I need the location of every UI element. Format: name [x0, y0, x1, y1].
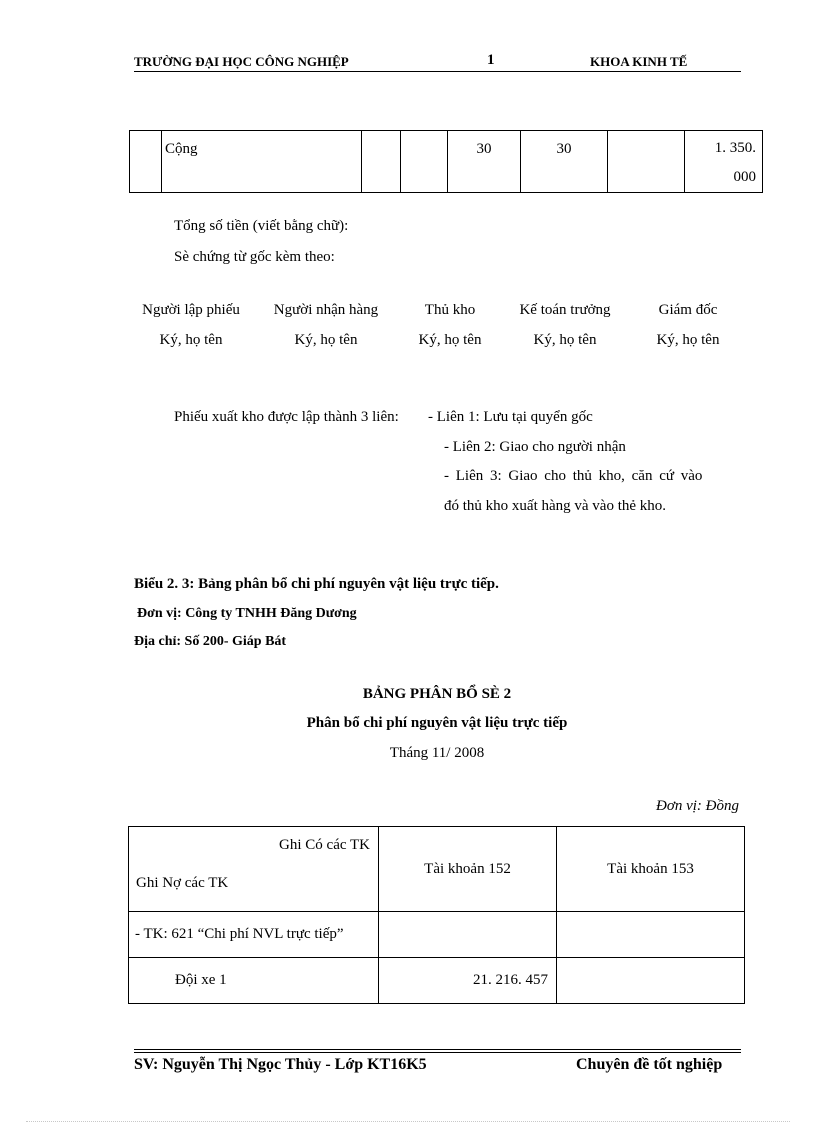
- signature-role: Người lập phiếu: [142, 302, 240, 318]
- signature-role: Giám đốc: [658, 302, 718, 318]
- signature-sign: Ký, họ tên: [294, 332, 358, 348]
- allocation-month: Tháng 11/ 2008: [389, 745, 485, 761]
- section-caption: Biểu 2. 3: Bảng phân bổ chi phí nguyên vật liệu trực tiếp.: [134, 576, 499, 592]
- table-row: [129, 958, 745, 1004]
- header-school: TRƯỜNG ĐẠI HỌC CÔNG NGHIỆP: [134, 54, 349, 69]
- company-address: Địa chỉ: Số 200- Giáp Bát: [134, 634, 287, 649]
- header-credit: Ghi Có các TK: [279, 837, 370, 853]
- signature-role: Người nhận hàng: [273, 302, 379, 318]
- table-cell: [557, 912, 745, 958]
- signature-sign: Ký, họ tên: [656, 332, 720, 348]
- header-account-153: Tài khoản 153: [557, 827, 745, 912]
- table-cell: [608, 131, 685, 193]
- copies-intro: Phiếu xuất kho được lập thành 3 liên:: [174, 409, 399, 425]
- allocation-title: BẢNG PHÂN BỔ SÈ 2: [362, 686, 512, 702]
- footer-rule: [134, 1049, 741, 1050]
- table-cell: [401, 131, 448, 193]
- qty-issued: 30: [521, 131, 608, 193]
- signature-sign: Ký, họ tên: [418, 332, 482, 348]
- currency-unit: Đơn vị: Đồng: [656, 798, 739, 814]
- footer-rule: [134, 1052, 741, 1053]
- table-cell: [362, 131, 401, 193]
- qty-requested: 30: [448, 131, 521, 193]
- total-amount-line1: 1. 350.: [714, 140, 756, 156]
- header-account-152: Tài khoản 152: [379, 827, 557, 912]
- footer-topic: Chuyên đề tốt nghiệp: [576, 1056, 723, 1073]
- row-label: - TK: 621 “Chi phí NVL trực tiếp”: [129, 912, 379, 958]
- company-unit: Đơn vị: Công ty TNHH Đăng Dương: [137, 606, 357, 621]
- page-number: 1: [487, 52, 495, 68]
- copy-2: - Liên 2: Giao cho người nhận: [444, 439, 626, 455]
- copy-3: - Liên 3: Giao cho thủ kho, căn cứ vào: [444, 468, 703, 484]
- signature-role: Thủ kho: [424, 302, 476, 318]
- total-label: Cộng: [162, 131, 362, 193]
- signature-sign: Ký, họ tên: [533, 332, 597, 348]
- allocation-subtitle: Phân bổ chi phí nguyên vật liệu trực tiếp: [306, 715, 568, 731]
- footer-student: SV: Nguyễn Thị Ngọc Thủy - Lớp KT16K5: [134, 1056, 427, 1073]
- row-label: Đội xe 1: [129, 958, 379, 1004]
- header-corner-cell: [129, 827, 379, 912]
- table-cell: [557, 958, 745, 1004]
- table-row: [130, 131, 763, 193]
- row-value-152: 21. 216. 457: [379, 958, 557, 1004]
- total-amount: [685, 131, 763, 193]
- header-debit: Ghi Nợ các TK: [136, 875, 229, 891]
- table-header-row: [129, 827, 745, 912]
- total-amount-line2: 000: [733, 169, 756, 185]
- copy-3-continued: đó thủ kho xuất hàng và vào thẻ kho.: [444, 498, 667, 514]
- allocation-table: [128, 826, 745, 1004]
- receipt-total-table: [129, 130, 763, 193]
- signature-sign: Ký, họ tên: [159, 332, 223, 348]
- table-cell: [130, 131, 162, 193]
- attached-docs: Sè chứng từ gốc kèm theo:: [174, 249, 335, 265]
- header-rule: [134, 71, 741, 72]
- signature-role: Kế toán trưởng: [519, 302, 611, 318]
- header-faculty: KHOA KINH TẾ: [590, 54, 688, 69]
- copy-1: - Liên 1: Lưu tại quyển gốc: [428, 409, 593, 425]
- page-edge-dotted-line: [26, 1121, 790, 1122]
- amount-in-words: Tổng số tiền (viết bằng chữ):: [174, 218, 349, 234]
- table-cell: [379, 912, 557, 958]
- table-row: [129, 912, 745, 958]
